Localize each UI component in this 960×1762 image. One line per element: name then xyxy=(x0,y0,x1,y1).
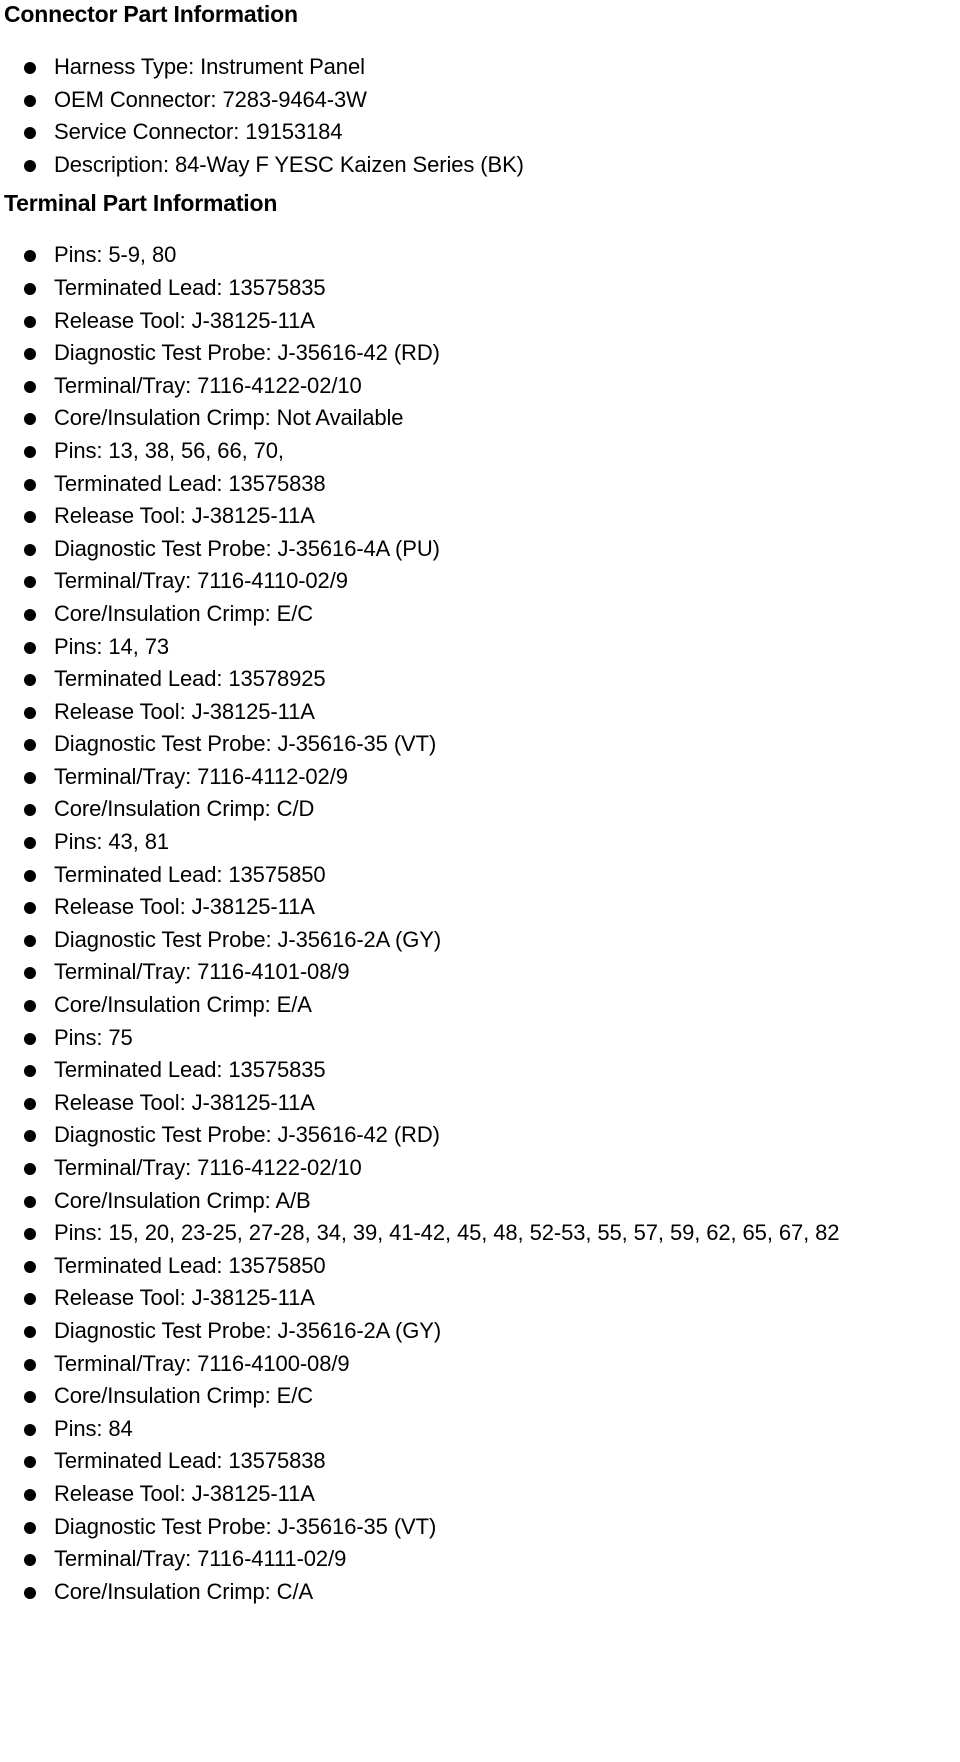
list-item xyxy=(4,1119,960,1152)
list-item-text: Core/Insulation Crimp: E/A xyxy=(54,992,312,1018)
list-item-text: Diagnostic Test Probe: J-35616-4A (PU) xyxy=(54,535,440,561)
list-item xyxy=(4,598,960,631)
list-item xyxy=(4,468,960,501)
list-item-text: Terminal/Tray: 7116-4112-02/9 xyxy=(54,763,348,789)
list-item-text: Diagnostic Test Probe: J-35616-2A (GY) xyxy=(54,1317,442,1343)
list-item xyxy=(4,1576,960,1609)
list-item-text: Core/Insulation Crimp: Not Available xyxy=(54,405,404,431)
list-item-text: Terminated Lead: 13575835 xyxy=(54,274,326,300)
list-item-text: Core/Insulation Crimp: E/C xyxy=(54,1383,314,1409)
list-item xyxy=(4,370,960,403)
list-item xyxy=(4,239,960,272)
list-item xyxy=(4,1185,960,1218)
list-item xyxy=(4,1152,960,1185)
list-item-text: Terminal/Tray: 7116-4110-02/9 xyxy=(54,568,348,594)
bullet-icon xyxy=(24,1554,36,1566)
list-item xyxy=(4,728,960,761)
bullet-icon xyxy=(24,837,36,849)
bullet-icon xyxy=(24,967,36,979)
list-item-text: Terminal/Tray: 7116-4122-02/10 xyxy=(54,1155,362,1180)
list-item-text: Harness Type: Instrument Panel xyxy=(54,54,365,79)
list-item xyxy=(4,500,960,533)
list-item xyxy=(4,1054,960,1087)
list-item xyxy=(4,793,960,826)
list-item xyxy=(4,1478,960,1511)
list-item-text: Core/Insulation Crimp: E/C xyxy=(54,600,314,626)
list-item-text: Service Connector: 19153184 xyxy=(54,119,343,145)
list-item xyxy=(4,696,960,729)
bullet-icon xyxy=(24,1489,36,1501)
bullet-icon xyxy=(24,1130,36,1142)
bullet-icon xyxy=(24,1098,36,1110)
list-item xyxy=(4,1282,960,1315)
bullet-icon xyxy=(24,902,36,914)
list-item xyxy=(4,305,960,338)
bullet-icon xyxy=(24,250,36,262)
list-item xyxy=(4,1543,960,1576)
terminal-group xyxy=(4,1413,960,1609)
list-item xyxy=(4,402,960,435)
list-item xyxy=(4,826,960,859)
list-item xyxy=(4,51,960,84)
bullet-icon xyxy=(24,544,36,556)
list-item xyxy=(4,116,960,149)
list-item xyxy=(4,1511,960,1544)
list-item-text: Pins: 14, 73 xyxy=(54,633,169,659)
list-item-text: Core/Insulation Crimp: A/B xyxy=(54,1187,311,1213)
bullet-icon xyxy=(24,316,36,328)
list-item xyxy=(4,663,960,696)
bullet-icon xyxy=(24,413,36,425)
bullet-icon xyxy=(24,127,36,139)
list-item-text: Release Tool: J-38125-11A xyxy=(54,894,315,920)
bullet-icon xyxy=(24,1359,36,1371)
list-item-text: Terminal/Tray: 7116-4101-08/9 xyxy=(54,959,350,985)
bullet-icon xyxy=(24,1522,36,1534)
bullet-icon xyxy=(24,446,36,458)
list-item-text: Diagnostic Test Probe: J-35616-42 (RD) xyxy=(54,340,440,366)
list-item-text: Description: 84-Way F YESC Kaizen Series (BK) xyxy=(54,151,524,177)
list-item xyxy=(4,337,960,370)
list-item-text: Terminal/Tray: 7116-4122-02/10 xyxy=(54,372,362,398)
list-item-text: Terminated Lead: 13575838 xyxy=(54,470,326,496)
list-item xyxy=(4,272,960,305)
terminal-group xyxy=(4,1217,960,1413)
bullet-icon xyxy=(24,1587,36,1599)
terminal-groups xyxy=(4,239,960,1608)
bullet-icon xyxy=(24,479,36,491)
list-item xyxy=(4,859,960,892)
bullet-icon xyxy=(24,1424,36,1436)
list-item xyxy=(4,533,960,566)
list-item xyxy=(4,1380,960,1413)
bullet-icon xyxy=(24,1228,36,1240)
list-item-text: Pins: 5-9, 80 xyxy=(54,242,177,268)
bullet-icon xyxy=(24,1293,36,1305)
list-item xyxy=(4,924,960,957)
terminal-group xyxy=(4,1022,960,1218)
list-item-text: Release Tool: J-38125-11A xyxy=(54,1089,315,1115)
bullet-icon xyxy=(24,609,36,621)
list-item xyxy=(4,1445,960,1478)
bullet-icon xyxy=(24,1163,36,1175)
list-item xyxy=(4,565,960,598)
list-item xyxy=(4,1022,960,1055)
list-item-text: Terminated Lead: 13575850 xyxy=(54,1252,326,1278)
terminal-group xyxy=(4,826,960,1022)
bullet-icon xyxy=(24,1391,36,1403)
list-item xyxy=(4,891,960,924)
list-item-text: Pins: 15, 20, 23-25, 27-28, 34, 39, 41-42, 45, 48, 52-53, 55, 57, 59, 62, 65, 67, 82 xyxy=(54,1220,840,1246)
bullet-icon xyxy=(24,739,36,751)
list-item xyxy=(4,1315,960,1348)
list-item-text: Core/Insulation Crimp: C/A xyxy=(54,1578,314,1604)
list-item-text: Core/Insulation Crimp: C/D xyxy=(54,796,315,822)
list-item xyxy=(4,1217,960,1250)
bullet-icon xyxy=(24,160,36,172)
bullet-icon xyxy=(24,576,36,588)
bullet-icon xyxy=(24,1456,36,1468)
list-item-text: Release Tool: J-38125-11A xyxy=(54,1480,315,1506)
bullet-icon xyxy=(24,1065,36,1077)
list-item-text: Pins: 84 xyxy=(54,1415,133,1441)
list-item-text: Terminal/Tray: 7116-4100-08/9 xyxy=(54,1350,350,1376)
list-item-text: Terminal/Tray: 7116-4111-02/9 xyxy=(54,1546,347,1572)
bullet-icon xyxy=(24,1000,36,1012)
list-item-text: Pins: 75 xyxy=(54,1024,133,1050)
list-item-text: Release Tool: J-38125-11A xyxy=(54,307,315,333)
list-item xyxy=(4,435,960,468)
bullet-icon xyxy=(24,95,36,107)
list-item-text: Terminated Lead: 13578925 xyxy=(54,666,326,692)
bullet-icon xyxy=(24,935,36,947)
terminal-group xyxy=(4,239,960,435)
list-item xyxy=(4,149,960,182)
list-item-text: Pins: 43, 81 xyxy=(54,829,169,855)
list-item-text: Terminated Lead: 13575838 xyxy=(54,1448,326,1474)
list-item xyxy=(4,1413,960,1446)
bullet-icon xyxy=(24,804,36,816)
list-item-text: Diagnostic Test Probe: J-35616-42 (RD) xyxy=(54,1122,440,1148)
bullet-icon xyxy=(24,62,36,74)
list-item xyxy=(4,84,960,117)
bullet-icon xyxy=(24,1326,36,1338)
list-item-text: OEM Connector: 7283-9464-3W xyxy=(54,86,367,112)
list-item xyxy=(4,631,960,664)
terminal-group xyxy=(4,435,960,631)
bullet-icon xyxy=(24,1033,36,1045)
list-item-text: Pins: 13, 38, 56, 66, 70, xyxy=(54,437,284,463)
list-item-text: Diagnostic Test Probe: J-35616-35 (VT) xyxy=(54,731,437,757)
bullet-icon xyxy=(24,283,36,295)
list-item xyxy=(4,989,960,1022)
list-item-text: Diagnostic Test Probe: J-35616-2A (GY) xyxy=(54,926,442,952)
list-item-text: Terminated Lead: 13575850 xyxy=(54,861,326,887)
list-item-text: Release Tool: J-38125-11A xyxy=(54,698,315,724)
terminal-group xyxy=(4,631,960,827)
bullet-icon xyxy=(24,511,36,523)
bullet-icon xyxy=(24,674,36,686)
bullet-icon xyxy=(24,642,36,654)
list-item-text: Release Tool: J-38125-11A xyxy=(54,1285,315,1311)
bullet-icon xyxy=(24,1261,36,1273)
list-item xyxy=(4,1348,960,1381)
list-item-text: Diagnostic Test Probe: J-35616-35 (VT) xyxy=(54,1513,437,1539)
list-item-text: Terminated Lead: 13575835 xyxy=(54,1057,326,1083)
connector-list xyxy=(4,51,960,181)
bullet-icon xyxy=(24,348,36,360)
bullet-icon xyxy=(24,707,36,719)
bullet-icon xyxy=(24,381,36,393)
list-item xyxy=(4,1087,960,1120)
connector-heading: Connector Part Information xyxy=(4,1,298,27)
bullet-icon xyxy=(24,772,36,784)
terminal-heading: Terminal Part Information xyxy=(4,190,278,217)
bullet-icon xyxy=(24,870,36,882)
list-item-text: Release Tool: J-38125-11A xyxy=(54,503,315,529)
bullet-icon xyxy=(24,1196,36,1208)
list-item xyxy=(4,761,960,794)
list-item xyxy=(4,956,960,989)
list-item xyxy=(4,1250,960,1283)
